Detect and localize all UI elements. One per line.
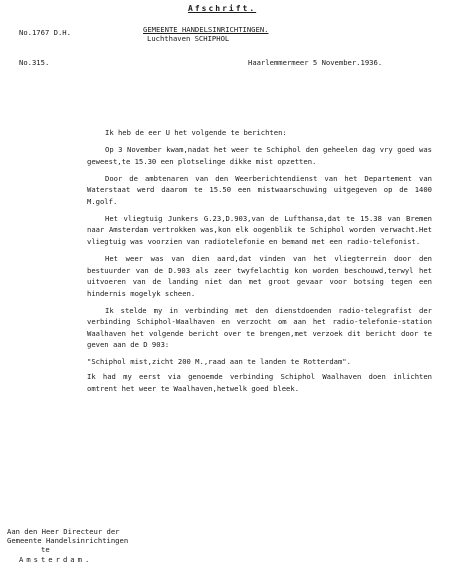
document-title: Afschrift. [188,4,257,13]
sub-reference-number: No.315. [19,58,50,67]
place-date: Haarlemmermeer 5 November.1936. [248,58,383,67]
organisation-name: GEMEENTE HANDELSINRICHTINGEN. [143,25,269,34]
paragraph: Ik had my eerst via genoemde verbinding Schiphol Waalhaven doen inlichten omtrent het weer te Waalhaven,hetwelk goed bleek. [87,372,432,393]
addressee-city: Amsterdam. [19,554,93,564]
paragraph: Het vliegtuig Junkers G.23,D.903,van de Lufthansa,dat te 15.38 van Bremen naar Amsterdam vertrokken was,kon elk oogenblik te Schiphol worden verwacht.Het vliegtuig was voorzien van radiotelefonie en bemand met een radio-telefonist. [87,213,432,246]
paragraph: Op 3 November kwam,nadat het weer te Schiphol den geheelen dag vry goed was geweest,te 15.30 een plotselinge dikke mist opzetten. [87,144,432,166]
addressee-line: Aan den Heer Directeur der [7,527,120,536]
letter-body [87,127,432,400]
reference-number: No.1767 D.H. [19,28,71,37]
addressee-block [7,527,128,564]
addressee-line: te [41,545,50,555]
organisation-location: Luchthaven SCHIPHOL [147,34,230,43]
paragraph: Door de ambtenaren van den Weerberichtendienst van het Departement van Waterstaat werd daarom te 15.50 een mistwaarschuwing uitgegeven op de 1400 M.golf. [87,173,432,206]
paragraph: Ik stelde my in verbinding met den dienstdoenden radio-telegrafist der verbinding Schiphol-Waalhaven en verzocht om aan het radio-telefonie-station Waalhaven het volgende bericht over te brengen,met verzoek dit bericht door te geven aan de D 903: [87,305,432,350]
addressee-line: Gemeente Handelsinrichtingen [7,536,129,546]
quoted-message: "Schiphol mist,zicht 200 M.,raad aan te landen te Rotterdam". [87,357,351,367]
organisation-block [143,25,269,43]
paragraph-opening: Ik heb de eer U het volgende te berichten: [105,128,287,137]
paragraph: Het weer was van dien aard,dat vinden van het vliegterrein door den bestuurder van de D.903 als zeer twyfelachtig kon worden beschouwd,terwyl het uitvoeren van de landing niet dan met groot gevaar voor botsing tegen een hindernis mogelyk scheen. [87,253,432,298]
